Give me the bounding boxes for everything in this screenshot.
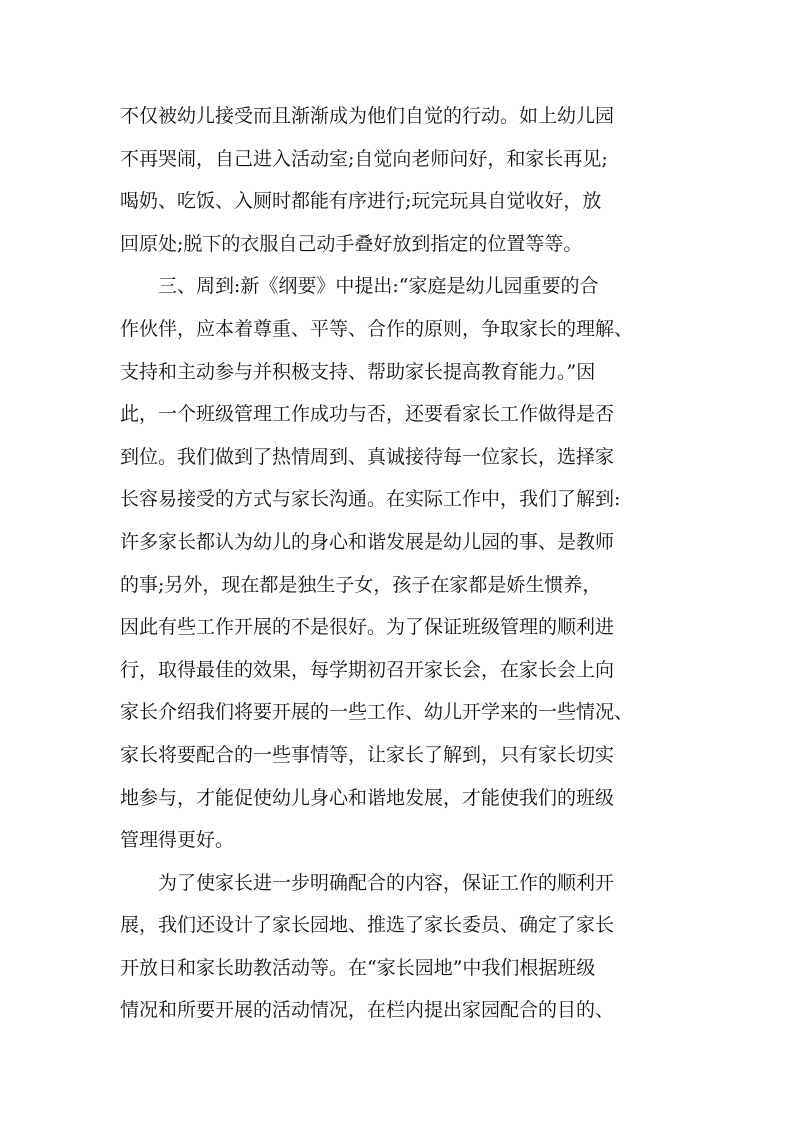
- text-line: 家长将要配合的一些事情等，让家长了解到，只有家长切实: [120, 743, 615, 766]
- text-line: 的事;另外，现在都是独生子女，孩子在家都是娇生惯养，: [120, 573, 602, 596]
- text-line: 地参与，才能促使幼儿身心和谐地发展，才能使我们的班级: [120, 786, 615, 809]
- text-line: 展，我们还设计了家长园地、推选了家长委员、确定了家长: [120, 914, 615, 937]
- text-line: 家长介绍我们将要开展的一些工作、幼儿开学来的一些情况、: [120, 701, 634, 724]
- body-text: [120, 95, 680, 1032]
- text-line: 情况和所要开展的活动情况，在栏内提出家园配合的目的、: [120, 999, 615, 1022]
- text-line: 不再哭闹，自己进入活动室;自觉向老师问好，和家长再见;: [120, 147, 608, 170]
- text-line: 作伙伴，应本着尊重、平等、合作的原则，争取家长的理解、: [120, 317, 634, 340]
- text-line: 为了使家长进一步明确配合的内容，保证工作的顺利开: [120, 871, 615, 894]
- text-line: 管理得更好。: [120, 829, 235, 852]
- text-line: 因此有些工作开展的不是很好。为了保证班级管理的顺利进: [120, 616, 615, 639]
- text-line: 开放日和家长助教活动等。在“家长园地”中我们根据班级: [120, 956, 596, 979]
- text-line: 许多家长都认为幼儿的身心和谐发展是幼儿园的事、是教师: [120, 530, 615, 553]
- text-line: 支持和主动参与并积极支持、帮助家长提高教育能力。”因: [120, 360, 596, 383]
- text-line: 喝奶、吃饭、入厕时都能有序进行;玩完玩具自觉收好，放: [120, 190, 602, 213]
- text-line: 此，一个班级管理工作成功与否，还要看家长工作做得是否: [120, 403, 615, 426]
- text-line: 不仅被幼儿接受而且渐渐成为他们自觉的行动。如上幼儿园: [120, 105, 615, 127]
- text-line: 到位。我们做到了热情周到、真诚接待每一位家长，选择家: [120, 445, 615, 468]
- text-line: 三、周到:新《纲要》中提出:“家庭是幼儿园重要的合: [120, 275, 599, 298]
- text-line: 行，取得最佳的效果，每学期初召开家长会，在家长会上向: [120, 658, 615, 681]
- text-line: 回原处;脱下的衣服自己动手叠好放到指定的位置等等。: [120, 232, 583, 255]
- text-line: 长容易接受的方式与家长沟通。在实际工作中，我们了解到:: [120, 488, 621, 511]
